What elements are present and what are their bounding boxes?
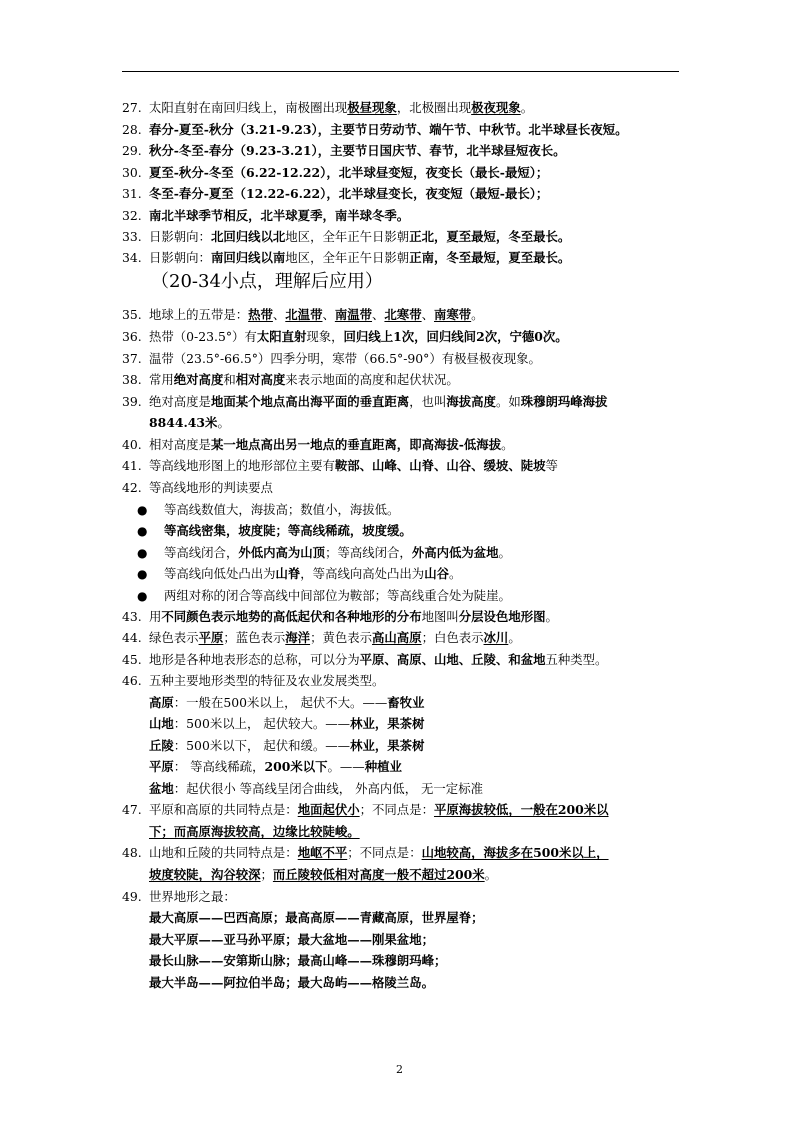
item-number: 36. [122,329,142,344]
text: 日影朝向： [149,250,211,265]
item-number: 48. [122,845,142,860]
term: 回归线上1次，回归线间2次，宁德0次。 [343,329,568,344]
term: 坡度较陡，沟谷较深 [149,867,261,882]
text: 五种主要地形类型的特征及农业发展类型。 [149,673,385,688]
text: 。 [498,545,511,560]
term: 200米以下 [264,759,328,774]
term: 北温带 [285,307,323,322]
text: 最大半岛——阿拉伯半岛；最大岛屿——格陵兰岛。 [149,975,434,990]
text: 现象， [306,329,344,344]
text: 。 [448,566,462,581]
text: 日影朝向： [149,229,211,244]
bullet-item-1 [164,502,399,518]
item-35 [122,307,692,323]
term: 分层设色地形图 [458,609,546,624]
text: 地球上的五带是： [149,307,249,322]
item-number: 41. [122,458,142,473]
term: 山脊 [275,566,301,581]
term: 南温带 [334,307,373,322]
text: 、 [272,307,286,322]
term: 下；而高原海拔较高，边缘比较陡峻。 [149,824,360,839]
world-records-3 [149,953,446,969]
item-31 [122,186,692,202]
text: ；不同点是： [347,845,422,860]
term: 正南 [409,250,434,265]
term: 珠穆朗玛峰海拔 [520,394,608,409]
item-28 [122,122,692,138]
item-47-cont [149,824,360,840]
text: ：500米以上， 起伏较大。—— [173,716,351,731]
section-heading: （20-34小点，理解后应用） [151,271,383,292]
item-46 [122,673,692,689]
text: 等高线向低处凸出为 [164,566,276,581]
item-29 [122,143,692,159]
item-39 [122,394,692,410]
text: ； [260,867,273,882]
term: 太阳直射 [256,329,307,344]
item-number: 39. [122,394,142,409]
bullet-icon: ● [137,546,148,560]
text: 最长山脉——安第斯山脉；最高山峰——珠穆朗玛峰； [149,953,447,968]
item-34 [122,250,692,266]
text: 。 [217,415,230,430]
item-48 [122,845,692,861]
text: ，冬至最短，夏至最长。 [433,250,571,265]
term: 外高内低为盆地 [411,545,499,560]
text: 地图叫 [421,609,459,624]
term: 极昼现象 [347,100,397,115]
item-number: 29. [122,143,142,158]
item-42 [122,480,692,496]
term: 鞍部、山峰、山脊、山谷、缓坡、陡坡 [334,458,546,473]
item-number: 38. [122,372,142,387]
text: ；等高线闭合， [325,545,412,560]
term: 南寒带 [433,307,472,322]
term: 相对高度 [235,372,286,387]
term: 正北 [409,229,434,244]
item-38 [122,372,692,388]
term: 山地较高，海拔多在500米以上， [421,845,609,860]
text: 绿色表示 [149,630,199,645]
item-number: 31. [122,186,142,201]
text: 。 [508,630,521,645]
text: 等高线闭合， [164,545,239,560]
text: 地形是各种地表形态的总称，可以分为 [149,652,360,667]
term: 平原海拔较低，一般在200米以 [433,802,609,817]
text: 等高线数值大，海拔高；数值小，海拔低。 [164,502,400,517]
bullet-icon: ● [137,567,148,581]
bullet-icon: ● [137,524,148,538]
text: 、 [372,307,385,322]
text: 最大平原——亚马孙平原；最大盆地——刚果盆地； [149,932,434,947]
item-43 [122,609,692,625]
term: 8844.43米 [149,415,218,430]
text: 等高线密集，坡度陡；等高线稀疏，坡度缓。 [164,523,412,538]
item-44 [122,630,692,646]
term: 地面某个地点高出海平面的垂直距离 [210,394,410,409]
text: ；黄色表示 [310,630,373,645]
term: 海洋 [285,630,311,645]
text: ，也叫 [409,394,447,409]
item-number: 27. [122,100,142,115]
text: 平原和高原的共同特点是： [149,802,298,817]
item-30 [122,165,692,181]
term: 不同颜色表示地势的高低起伏和各种地形的分布 [161,609,422,624]
header-rule [122,71,679,72]
item-number: 37. [122,351,142,366]
bullet-item-4 [164,566,461,582]
term: 而丘陵较低相对高度一般不超过200米 [272,867,485,882]
term: 山地 [149,716,174,731]
item-number: 43. [122,609,142,624]
term: 海拔高度 [446,394,496,409]
terrain-mountain [149,716,424,732]
item-number: 47. [122,802,142,817]
world-records-2 [149,932,434,948]
bullet-item-5 [164,588,511,604]
term: 高原 [149,695,174,710]
text: ： 等高线稀疏， [173,759,265,774]
term: 秋分-冬至-春分 [149,143,234,158]
text: 相对高度是 [149,437,211,452]
term: 极夜现象 [471,100,521,115]
text: 。如 [495,394,521,409]
text: 热带（0-23.5°）有 [149,329,257,344]
text: 山地和丘陵的共同特点是： [149,845,298,860]
text: ：500米以下， 起伏和缓。—— [173,738,351,753]
text: ：起伏很小 等高线呈闭合曲线， 外高内低， 无一定标准 [173,781,483,796]
item-number: 32. [122,208,142,223]
text: 常用 [149,372,174,387]
item-number: 28. [122,122,142,137]
text: 南北半球季节相反，北半球夏季，南半球冬季。 [149,208,410,223]
text: 等高线地形图上的地形部位主要有 [149,458,335,473]
term: 冰川 [483,630,509,645]
text: ；白色表示 [421,630,484,645]
text: 等 [545,458,558,473]
term: 地面起伏小 [297,802,360,817]
text: 绝对高度是 [149,394,211,409]
text: 、 [421,307,434,322]
item-47 [122,802,692,818]
term: 平原 [198,630,224,645]
text: 最大高原——巴西高原；最高高原——青藏高原，世界屋脊； [149,910,484,925]
item-number: 34. [122,250,142,265]
text: ，等高线向高处凸出为 [300,566,425,581]
item-45 [122,652,692,668]
world-records-1 [149,910,484,926]
text: 。 [484,867,498,882]
text: ；蓝色表示 [223,630,286,645]
term: 南回归线以南 [210,250,286,265]
terrain-plain [149,759,402,775]
text: 世界地形之最： [149,889,236,904]
text: （6.22-12.22），北半球昼变短，夜变长（最长-最短）； [233,165,549,180]
term: 林业，果茶树 [350,716,425,731]
term: 春分-夏至-秋分 [149,122,234,137]
item-36 [122,329,692,345]
text: （12.22-6.22），北半球昼变长，夜变短（最短-最长）； [233,186,549,201]
item-number: 49. [122,889,142,904]
text: 用 [149,609,162,624]
item-number: 45. [122,652,142,667]
term: 热带 [248,307,273,322]
item-number: 46. [122,673,142,688]
bullet-icon: ● [137,589,148,603]
term: 山谷 [424,566,449,581]
text: 。 [520,100,534,115]
page-number: 2 [396,1063,403,1076]
text: 两组对称的闭合等高线中间部位为鞍部；等高线重合处为陡崖。 [164,588,511,603]
term: 高山高原 [372,630,422,645]
term: 丘陵 [149,738,174,753]
bullet-item-3 [164,545,511,561]
term: 某一地点高出另一地点的垂直距离，即高海拔-低海拔 [210,437,502,452]
bullet-icon: ● [137,503,148,517]
item-number: 44. [122,630,142,645]
text: 五种类型。 [545,652,608,667]
text: ，夏至最短，冬至最长。 [433,229,571,244]
text: 、 [322,307,335,322]
world-records-4 [149,975,434,991]
item-33 [122,229,692,245]
term: 绝对高度 [173,372,224,387]
text: 。 [471,307,484,322]
terrain-basin [149,781,483,797]
term: 外低内高为山顶 [238,545,326,560]
item-number: 35. [122,307,142,322]
text: 。—— [327,759,365,774]
terrain-hill [149,738,424,754]
text: （3.21-9.23），主要节日劳动节、端午节、中秋节。北半球昼长夜短。 [233,122,628,137]
item-number: 42. [122,480,142,495]
item-37 [122,351,692,367]
item-32 [122,208,692,224]
item-number: 40. [122,437,142,452]
item-48-cont [149,867,497,883]
text: ，北极圈出现 [396,100,472,115]
term: 林业，果茶树 [350,738,425,753]
text: 和 [223,372,236,387]
term: 地岖不平 [297,845,348,860]
item-number: 33. [122,229,142,244]
text: 来表示地面的高度和起伏状况。 [285,372,459,387]
text: ；不同点是： [359,802,434,817]
terrain-plateau [149,695,424,711]
text: 等高线地形的判读要点 [149,480,273,495]
item-number: 30. [122,165,142,180]
item-39-cont [149,415,230,431]
term: 平原、高原、山地、丘陵、和盆地 [359,652,546,667]
term: 冬至-春分-夏至 [149,186,234,201]
term: 夏至-秋分-冬至 [149,165,234,180]
item-40 [122,437,692,453]
text: 地区，全年正午日影朝 [285,229,410,244]
term: 种植业 [364,759,402,774]
item-27 [122,100,692,116]
term: 畜牧业 [387,695,425,710]
term: 平原 [149,759,174,774]
term: 盆地 [149,781,174,796]
term: 北回归线以北 [210,229,286,244]
text: 太阳直射在南回归线上，南极圈出现 [149,100,348,115]
text: ：一般在500米以上， 起伏不大。—— [173,695,388,710]
bullet-item-2 [164,523,412,539]
text: 温带（23.5°-66.5°）四季分明，寒带（66.5°-90°）有极昼极夜现象。 [149,351,541,366]
text: 。 [545,609,558,624]
text: 地区，全年正午日影朝 [285,250,410,265]
item-49 [122,889,692,905]
term: 北寒带 [384,307,422,322]
item-41 [122,458,692,474]
text: 。 [501,437,514,452]
text: （9.23-3.21），主要节日国庆节、春节，北半球昼短夜长。 [233,143,566,158]
